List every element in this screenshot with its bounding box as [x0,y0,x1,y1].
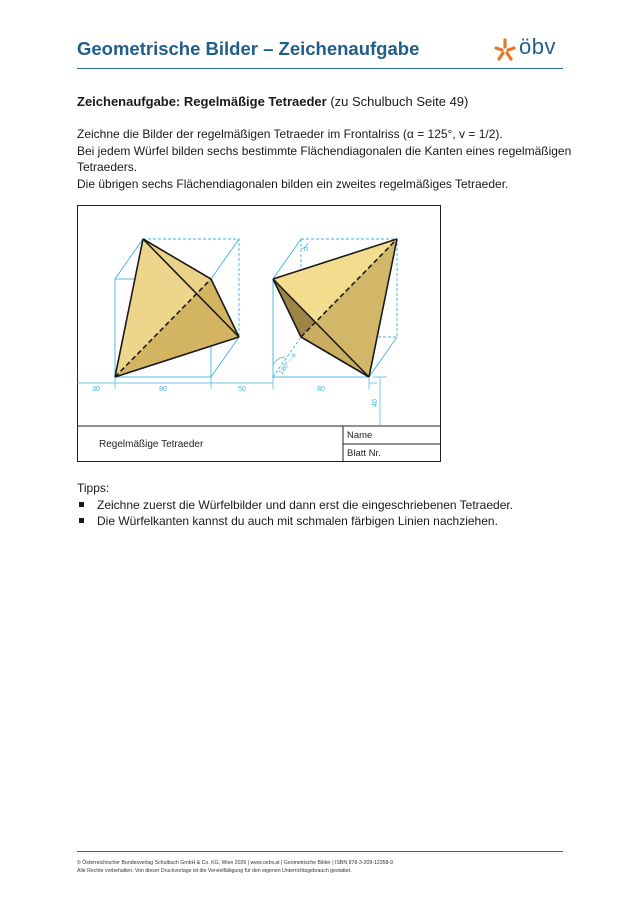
dimension-lines [77,377,387,425]
dim-cube-1: 80 [159,386,167,393]
tips-heading: Tipps: [77,481,110,495]
sheet-label: Blatt Nr. [347,448,381,459]
alpha-label: α [304,246,309,253]
instruction-line: Bei jedem Würfel bilden sechs bestimmte Flächendiagonalen die Kanten eines regelmäßigen Tetraeders. [77,143,572,174]
tip-item: Die Würfelkanten kannst du auch mit schmalen färbigen Linien nachziehen. [77,513,557,529]
angle-label: 180° – α [277,352,298,377]
oebv-logo [493,36,563,62]
title-block [77,426,441,462]
task-title-main: Zeichenaufgabe: Regelmäßige Tetraeder [77,94,327,109]
logo-star-icon [493,38,517,62]
task-title-reference: (zu Schulbuch Seite 49) [330,94,469,109]
dim-vertical: 40 [372,399,379,407]
name-label: Name [347,430,373,441]
footer-rights: Alle Rechte vorbehalten. Von dieser Druckvorlage ist die Vervielfältigung für den eigenen Unterrichtsgebrauch gestattet. [77,868,352,874]
instruction-line: Zeichne die Bilder der regelmäßigen Tetraeder im Frontalriss (α = 125°, v = 1/2). [77,127,503,141]
dim-gap: 50 [238,386,246,393]
footer-copyright: © Österreichischer Bundesverlag Schulbuch GmbH & Co. KG, Wien 2026 | www.oebv.at | Geometrische Bilder | ISBN 978-3-209-12358-9 [77,860,393,866]
logo-text: öbv [519,34,556,59]
tip-item: Zeichne zuerst die Würfelbilder und dann erst die eingeschriebenen Tetraeder. [77,497,557,513]
page-title: Geometrische Bilder – Zeichenaufgabe [77,38,420,59]
tips-list [77,497,557,529]
page-header [77,36,563,69]
dim-cube-2: 80 [317,386,325,393]
task-instructions [77,126,577,192]
dim-left: 30 [92,386,100,393]
task-title [77,94,468,109]
drawing-title: Regelmäßige Tetraeder [99,439,204,450]
cube-2 [273,239,397,377]
page-footer [77,859,563,875]
footer-divider [77,851,563,852]
instruction-line: Die übrigen sechs Flächendiagonalen bilden ein zweites regelmäßiges Tetraeder. [77,176,509,191]
cube-1 [115,239,239,377]
tetrahedron-drawing [77,205,441,462]
